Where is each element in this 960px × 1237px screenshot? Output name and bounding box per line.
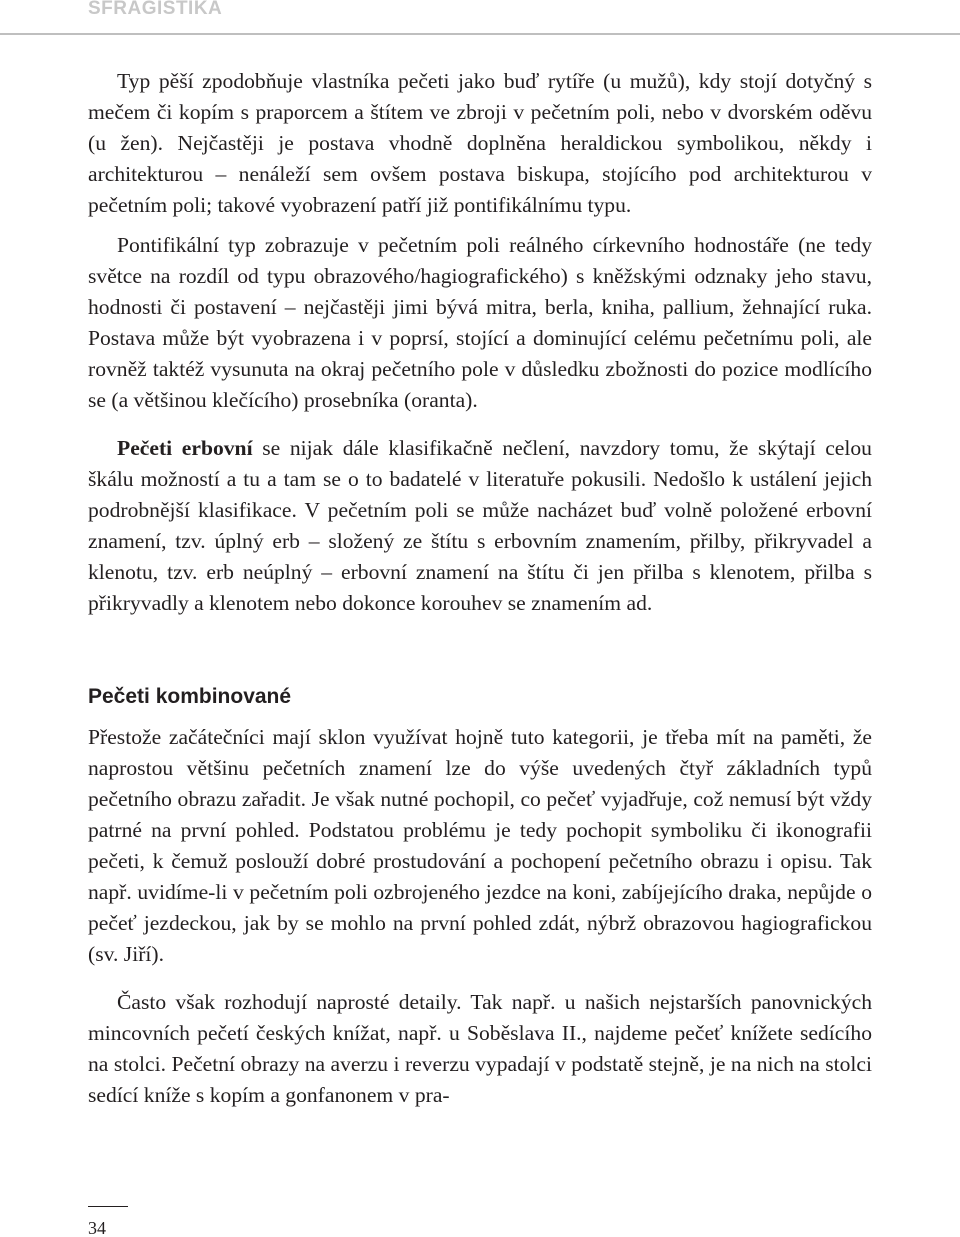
term-peceti-erbovni: Pečeti erbovní	[117, 436, 253, 460]
page-number: 34	[88, 1218, 106, 1237]
paragraph-casto: Často však rozhodují naprosté detaily. Tak např. u našich nejstarších panovnických mincovních pečetí českých knížat, např. u Soběslava II., najdeme pečeť knížete sedícího na stolci. Pečetní obrazy na averzu i reverzu vypadají v podstatě stejně, je na nich na stolci sedící kníže s kopím a gonfanonem v pra-	[88, 990, 872, 1107]
paragraph-peceti-erbovni	[88, 433, 872, 619]
running-head: SFRAGISTIKA	[88, 0, 223, 19]
page-content	[88, 66, 872, 1111]
footer-rule	[88, 1206, 128, 1207]
header-rule	[0, 33, 960, 35]
paragraph-pontifikalni-typ: Pontifikální typ zobrazuje v pečetním poli reálného církevního hodnostáře (ne tedy světce na rozdíl od typu obrazového/hagiografického) s kněžskými odznaky jeho stavu, hodnosti či postavení – nejčastěji jimi bývá mitra, berla, kniha, pallium, žehnající ruka. Postava může být vyobrazena i v poprsí, stojící a dominující celému pečetnímu poli, ale rovněž taktéž vysunuta na okraj pečetního pole v důsledku zbožnosti do pozice modlícího se (a většinou klečícího) prosebníka (oranta).	[88, 233, 872, 412]
section-heading-peceti-kombinovane: Pečeti kombinované	[88, 685, 292, 708]
paragraph-peceti-erbovni-text: se nijak dále klasifikačně nečlení, navzdory tomu, že skýtají celou škálu možností a tu a tam se o to badatelé v literatuře pokusili. Nedošlo k ustálení jejich podrobnější klasifikace. V pečetním poli se může nacházet buď volně položené erbovní znamení, tzv. úplný erb – složený ze štítu s erbovním znamením, přilby, přikryvadel a klenotu, tzv. erb neúplný – erbovní znamení na štítu či jen přilba s klenotem, přilba s přikryvadly a klenotem nebo dokonce korouhev se znamením ad.	[88, 436, 872, 615]
paragraph-prestoze: Přestože začátečníci mají sklon využívat hojně tuto kategorii, je třeba mít na paměti, že naprostou většinu pečetních znamení lze do výše uvedených čtyř základních typů pečetního obrazu zařadit. Je však nutné pochopil, co pečeť vyjadřuje, což nemusí být vždy patrné na první pohled. Podstatou problému je tedy pochopit symboliku či ikonografii pečeti, k čemuž poslouží dobré prostudování a pochopení pečetního obrazu i opisu. Tak např. uvidíme-li v pečetním poli ozbrojeného jezdce na koni, zabíjejícího draka, nepůjde o pečeť jezdeckou, jak by se mohlo na první pohled zdát, nýbrž obrazovou hagiografickou (sv. Jiří).	[88, 725, 872, 966]
paragraph-typ-pesi: Typ pěší zpodobňuje vlastníka pečeti jako buď rytíře (u mužů), kdy stojí dotyčný s mečem či kopím s praporcem a štítem ve zbroji v pečetním poli, nebo v dvorském oděvu (u žen). Nejčastěji je postava vhodně doplněna heraldickou symbolikou, někdy i architekturou – nenáleží sem ovšem postava biskupa, stojícího pod architekturou v pečetním poli; takové vyobrazení patří již pontifikálnímu typu.	[88, 69, 872, 217]
